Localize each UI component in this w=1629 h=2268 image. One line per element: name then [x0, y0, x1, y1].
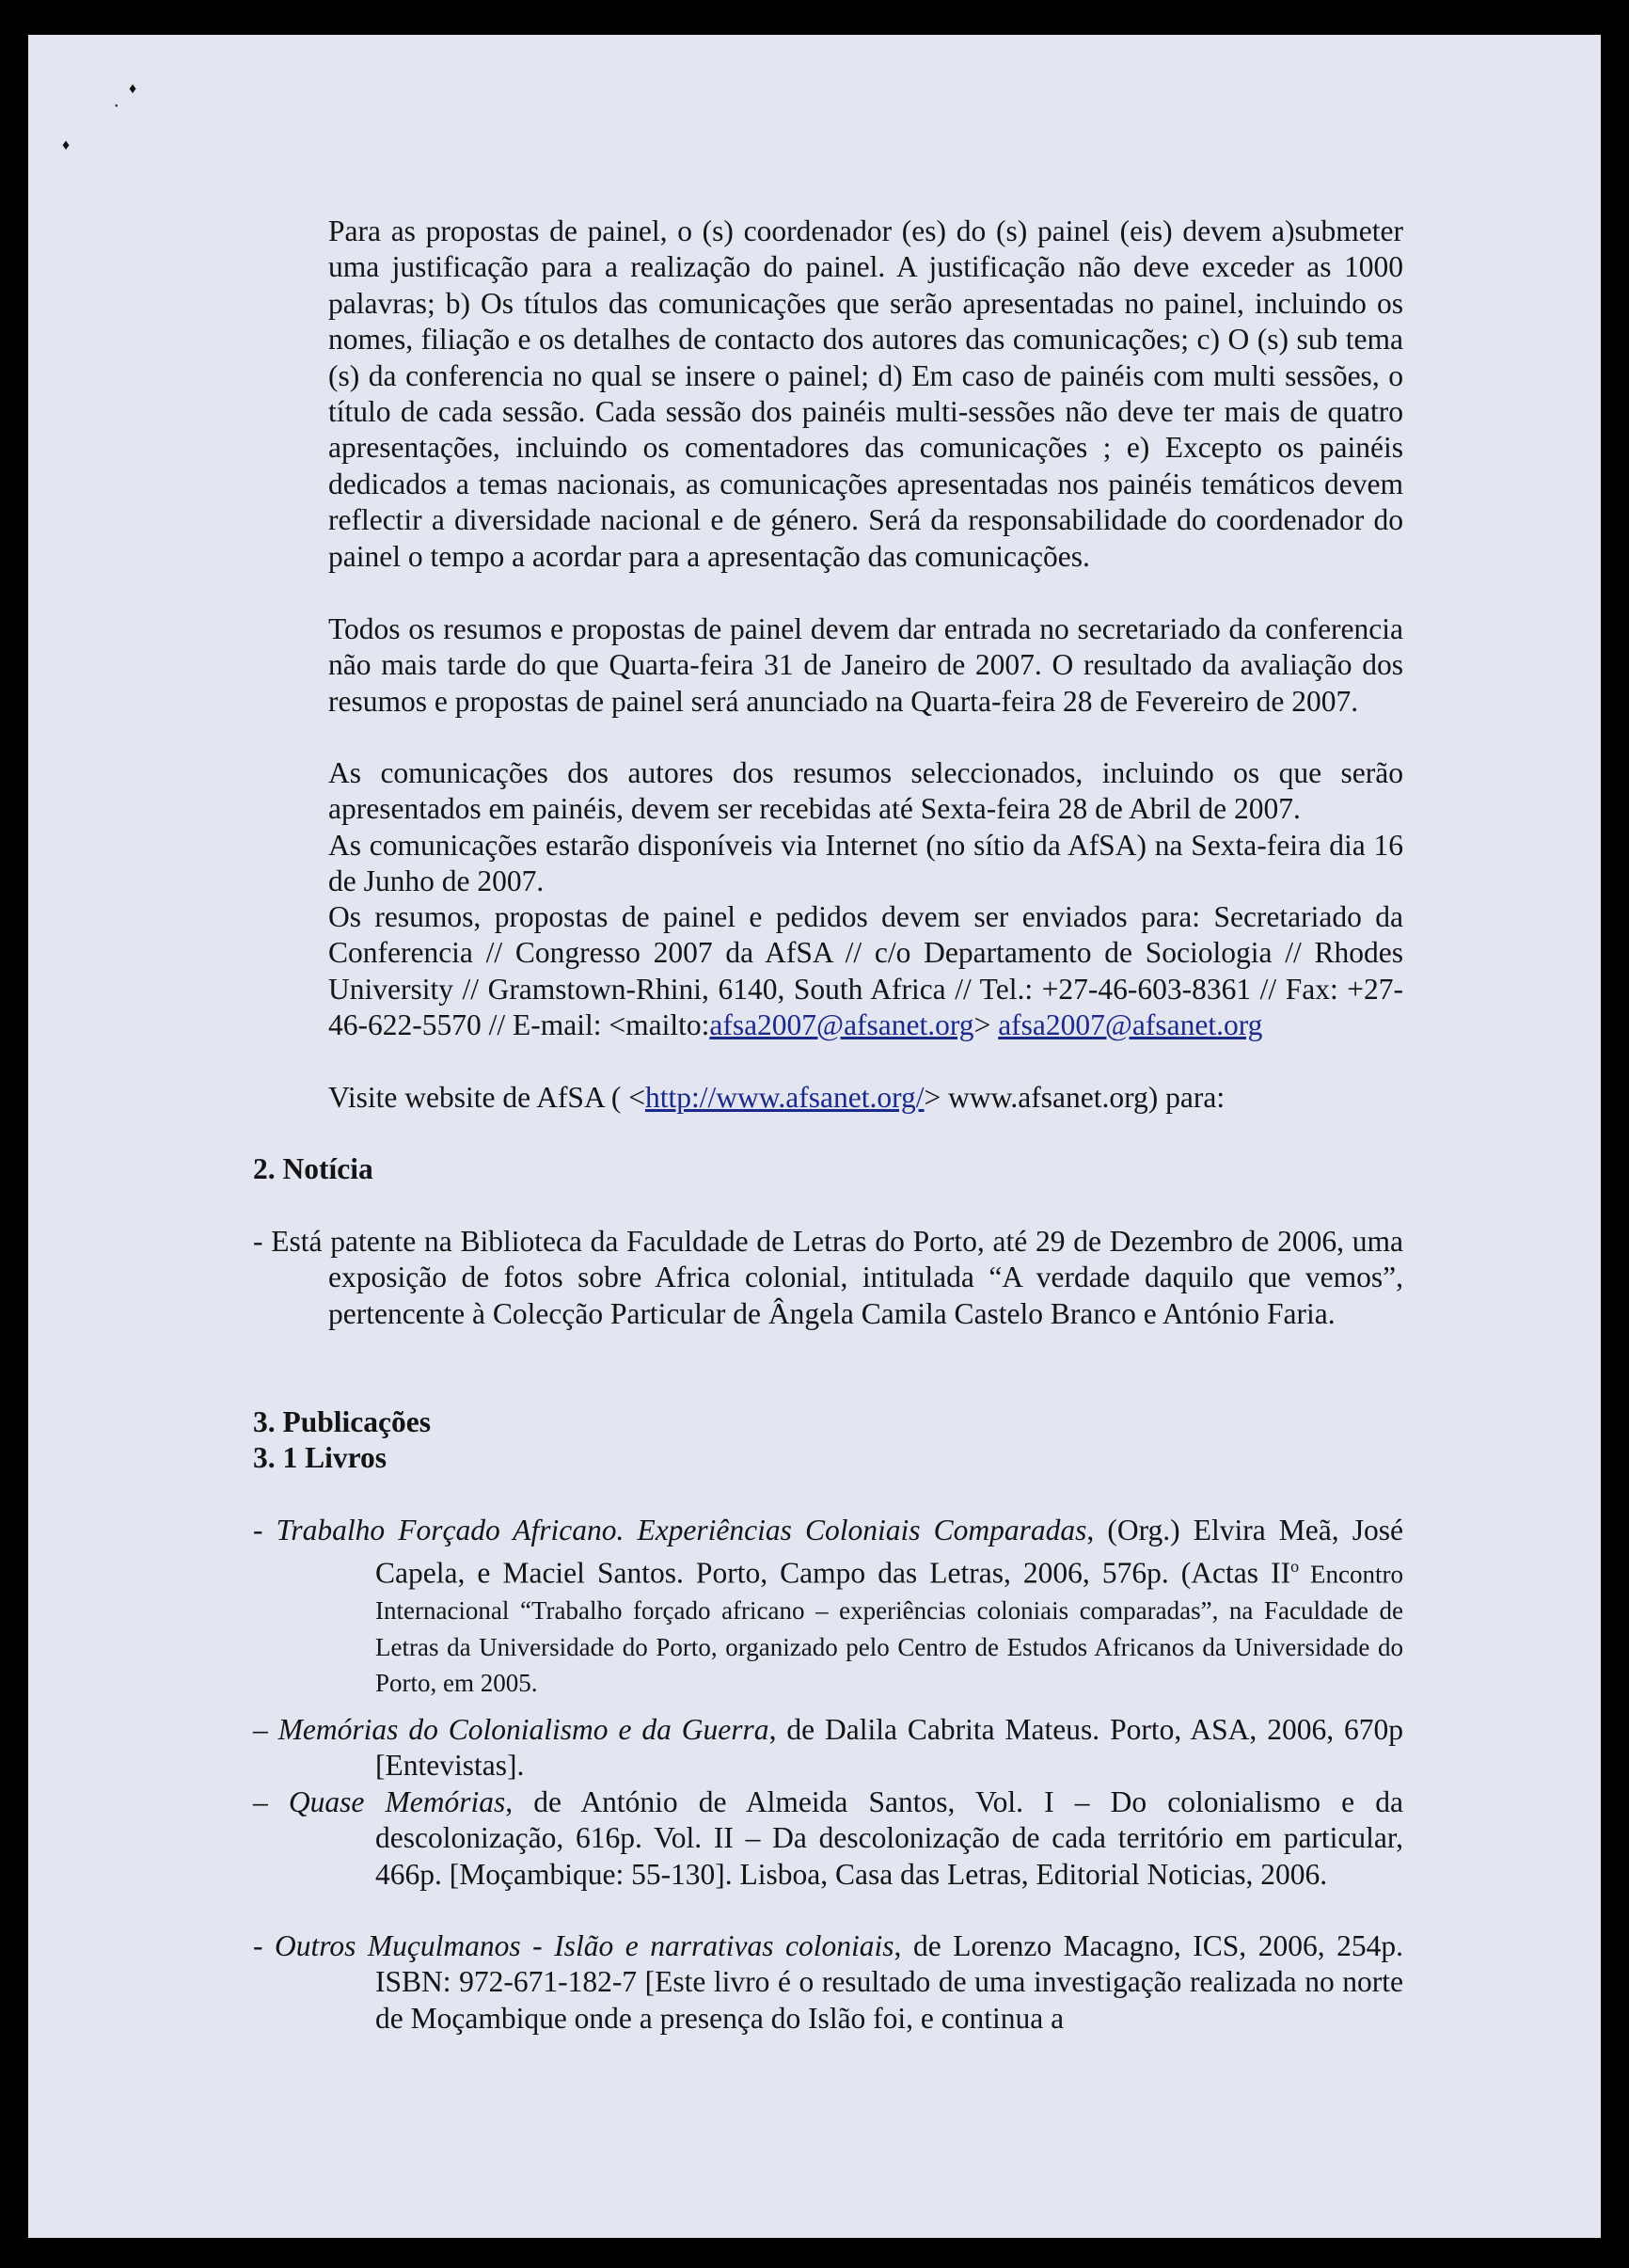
book-title: Trabalho Forçado Africano. Experiências Coloniais Comparadas [276, 1514, 1087, 1546]
deadline-paragraph: Todos os resumos e propostas de painel devem dar entrada no secretariado da conferencia não mais tarde do que Quarta-feira 31 de Janeiro de 2007. O resultado da avaliação dos resumos e propostas de painel será anunciado na Quarta-feira 28 de Fevereiro de 2007. [328, 612, 1403, 718]
book-entry [253, 1513, 1403, 1701]
list-dash: - [253, 1514, 277, 1546]
contact-text: Os resumos, propostas de painel e pedidos devem ser enviados para: Secretariado da Conferencia // Congresso 2007 da AfSA // c/o Departamento de Sociologia // Rhodes University // Gramstown-Rhini, 6140, South Africa // Tel.: +27-46-603-8361 // Fax: +27-46-622-5570 // E-mail: <mailto: [328, 900, 1403, 1042]
book-details: , de Lorenzo Macagno, ICS, 2006, 254p. ISBN: 972-671-182-7 [Este livro é o resultado de uma investigação realizada no norte de Moçambique onde a presença do Islão foi, e continua a [375, 1929, 1403, 2035]
document-body [28, 35, 1601, 2238]
email-link[interactable]: afsa2007@afsanet.org [709, 1008, 974, 1042]
superscript: o [1290, 1557, 1300, 1577]
book-title: Outros Muçulmanos - Islão e narrativas coloniais [275, 1929, 894, 1962]
subsection-heading-livros: 3. 1 Livros [253, 1441, 387, 1474]
book-details: , de Dalila Cabrita Mateus. Porto, ASA, 2006, 670p [Entevistas]. [375, 1713, 1404, 1783]
section-heading-publicacoes: 3. Publicações [253, 1405, 431, 1438]
panel-proposal-paragraph: Para as propostas de painel, o (s) coordenador (es) do (s) painel (eis) devem a)submeter uma justificação para a realização do painel. A justificação não deve exceder as 1000 palavras; b) Os títulos das comunicações que serão apresentadas no painel, incluindo os nomes, filiação e os detalhes de contacto dos autores das comunicações; c) O (s) sub tema (s) da conferencia no qual se insere o painel; d) Em caso de painéis com multi sessões, o título de cada sessão. Cada sessão dos painéis multi-sessões não deve ter mais de quatro apresentações, incluindo os comentadores das comunicações ; e) Excepto os painéis dedicados a temas nacionais, as comunicações apresentadas nos painéis temáticos devem reflectir a diversidade nacional e de género. Será da responsabilidade do coordenador do painel o tempo a acordar para a apresentação das comunicações. [328, 214, 1403, 573]
website-post: > www.afsanet.org) para: [924, 1081, 1226, 1114]
book-title: Memórias do Colonialismo e da Guerra [277, 1713, 769, 1746]
website-link[interactable]: http://www.afsanet.org/ [644, 1081, 925, 1114]
availability-paragraph: As comunicações estarão disponíveis via Internet (no sítio da AfSA) na Sexta-feira dia 16 de Junho de 2007. [328, 829, 1403, 898]
book-title: Quase Memórias [288, 1785, 506, 1818]
email-plain-link[interactable]: afsa2007@afsanet.org [998, 1008, 1263, 1042]
book-entry [253, 1784, 1403, 1893]
book-details: , de António de Almeida Santos, Vol. I – Do colonialismo e da descolonização, 616p. Vol. II – Da descolonização de cada território em particular, 466p. [Moçambique: 55-130]. Lisboa, Casa das Letras, Editorial Noticias, 2006. [375, 1785, 1404, 1891]
website-pre: Visite website de AfSA ( < [328, 1081, 645, 1114]
book-details: , (Org.) Elvira Meã, José Capela, e Maciel Santos. Porto, Campo das Letras, 2006, 576p. (Actas II [375, 1514, 1403, 1590]
contact-paragraph [328, 899, 1403, 1044]
list-dash: - [253, 1929, 276, 1962]
scan-speck: • [115, 102, 119, 112]
list-dash: – [253, 1785, 289, 1818]
list-dash: – [253, 1713, 278, 1746]
scan-speck: ♦ [62, 137, 71, 153]
email-close: > [973, 1008, 991, 1042]
notice-item: - Está patente na Biblioteca da Faculdade de Letras do Porto, até 29 de Dezembro de 2006, uma exposição de fotos sobre Africa colonial, intitulada “A verdade daquilo que vemos”, pertencente à Colecção Particular de Ângela Camila Castelo Branco e António Faria. [253, 1225, 1403, 1330]
book-entry [253, 1928, 1403, 2037]
scan-speck: ♦ [129, 81, 137, 97]
section-heading-noticia: 2. Notícia [253, 1152, 373, 1185]
book-entry [253, 1712, 1403, 1784]
book-note: Encontro Internacional “Trabalho forçado africano – experiências coloniais comparadas”, na Faculdade de Letras da Universidade do Porto, organizado pelo Centro de Estudos Africanos da Universidade do Porto, em 2005. [375, 1560, 1403, 1698]
submission-paragraph: As comunicações dos autores dos resumos seleccionados, incluindo os que serão apresentados em painéis, devem ser recebidas até Sexta-feira 28 de Abril de 2007. [328, 756, 1403, 826]
document-page [28, 35, 1601, 2238]
website-paragraph [328, 1080, 1403, 1116]
